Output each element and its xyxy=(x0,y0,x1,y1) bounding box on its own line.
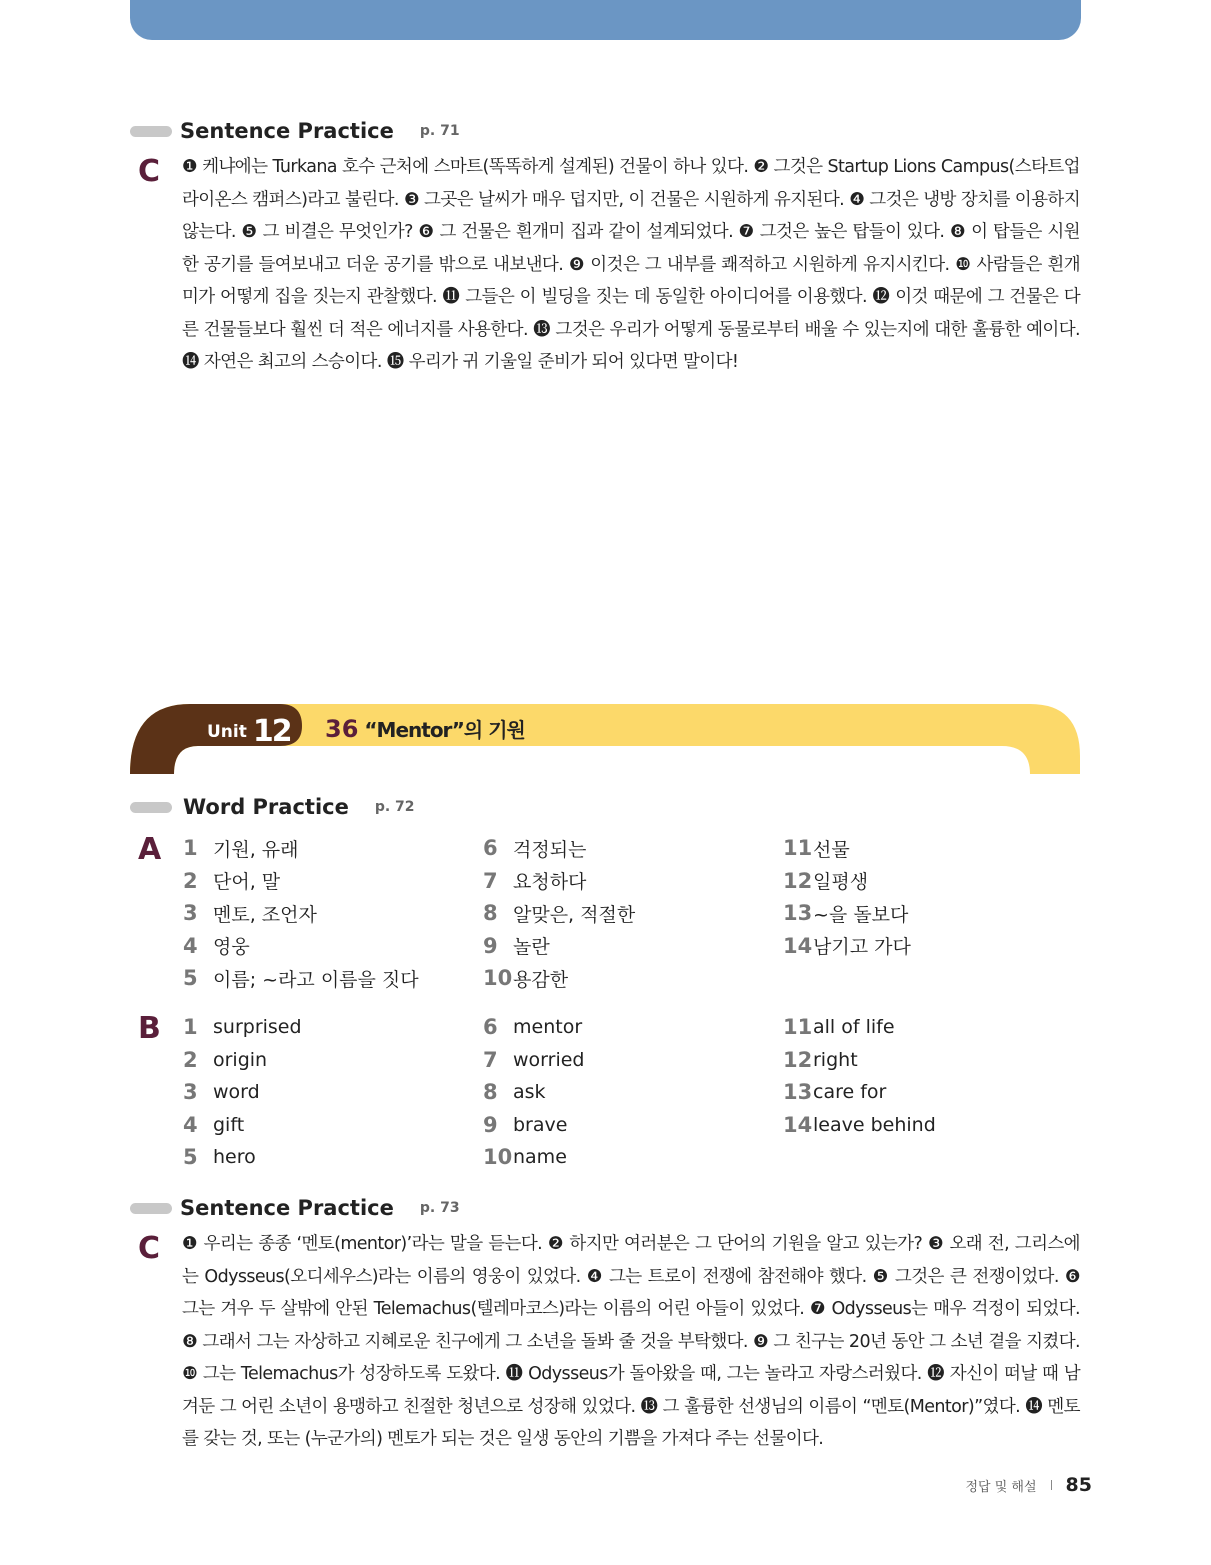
word-list-item xyxy=(183,1141,302,1174)
item-number: 7 xyxy=(483,868,498,893)
section-title: Word Practice xyxy=(183,795,349,819)
word-list-item xyxy=(483,1076,584,1109)
word-list-item xyxy=(783,1011,936,1044)
item-number: 13 xyxy=(783,901,813,926)
item-text: gift xyxy=(213,1113,245,1136)
sentence-practice-header-1 xyxy=(130,116,460,146)
item-text: 놀란 xyxy=(513,936,550,959)
item-text: care for xyxy=(813,1081,887,1104)
item-number: 5 xyxy=(183,1145,198,1170)
page-footer xyxy=(965,1474,1092,1496)
item-text: brave xyxy=(513,1113,568,1136)
item-text: 선물 xyxy=(813,838,850,861)
section-title: Sentence Practice xyxy=(180,119,394,143)
word-list-item xyxy=(783,865,911,898)
item-number: 9 xyxy=(483,933,498,958)
sentence-practice-text-1: ❶ 케냐에는 Turkana 호수 근처에 스마트(똑똑하게 설계된) 건물이 하나 있다. ❷ 그것은 Startup Lions Campus(스타트업 라이온스 캠퍼스)라고 불린다. ❸ 그곳은 날씨가 매우 덥지만, 이 건물은 시원하게 유지된다. ❹ 그것은 냉방 장치를 이용하지 않는다. ❺ 그 비결은 무엇인가? ❻ 그 건물은 흰개미 집과 같이 설계되었다. ❼ 그것은 높은 탑들이 있다. ❽ 이 탑들은 시원한 공기를 들여보내고 더운 공기를 밖으로 내보낸다. ❾ 이것은 그 내부를 쾌적하고 시원하게 유지시킨다. ❿ 사람들은 흰개미가 어떻게 집을 짓는지 관찰했다. ⓫ 그들은 이 빌딩을 짓는 데 동일한 아이디어를 이용했다. ⓬ 이것 때문에 그 건물은 다른 건물들보다 훨씬 더 적은 에너지를 사용한다. ⓭ 그것은 우리가 어떻게 동물로부터 배울 수 있는지에 대한 훌륭한 예이다. ⓮ 자연은 최고의 스승이다. ⓯ 우리가 귀 기울일 준비가 되어 있다면 말이다! xyxy=(182,157,1080,372)
unit-word: Unit xyxy=(207,721,247,742)
item-text: ~을 돌보다 xyxy=(813,903,909,926)
item-text: 용감한 xyxy=(513,968,569,991)
section-bar-icon xyxy=(130,1203,172,1214)
item-text: worried xyxy=(513,1048,585,1071)
word-list-a-col2 xyxy=(483,832,635,995)
section-page-ref: p. 72 xyxy=(374,799,415,815)
word-list-item xyxy=(483,1109,584,1142)
word-list-item xyxy=(183,1109,302,1142)
item-number: 1 xyxy=(183,836,198,861)
item-number: 6 xyxy=(483,1015,498,1040)
word-list-item xyxy=(783,930,911,963)
item-text: hero xyxy=(213,1146,256,1169)
word-list-item xyxy=(483,865,635,898)
item-number: 8 xyxy=(483,1080,498,1105)
item-number: 7 xyxy=(483,1047,498,1072)
word-list-item xyxy=(183,930,419,963)
section-title: Sentence Practice xyxy=(180,1196,394,1220)
item-number: 1 xyxy=(183,1015,198,1040)
item-text: 이름; ~라고 이름을 짓다 xyxy=(213,968,419,991)
item-text: right xyxy=(813,1048,858,1071)
item-text: 기원, 유래 xyxy=(213,838,299,861)
word-list-item xyxy=(183,897,419,930)
footer-divider xyxy=(1051,1480,1052,1490)
item-text: 단어, 말 xyxy=(213,871,281,894)
item-text: 걱정되는 xyxy=(513,838,587,861)
sentence-practice-text-2: ❶ 우리는 종종 ‘멘토(mentor)’라는 말을 듣는다. ❷ 하지만 여러분은 그 단어의 기원을 알고 있는가? ❸ 오래 전, 그리스에는 Odysseus(오디세우스)라는 이름의 영웅이 있었다. ❹ 그는 트로이 전쟁에 참전해야 했다. ❺ 그것은 큰 전쟁이었다. ❻ 그는 겨우 두 살밖에 안된 Telemachus(텔레마코스)라는 이름의 어린 아들이 있었다. ❼ Odysseus는 매우 걱정이 되었다. ❽ 그래서 그는 자상하고 지혜로운 친구에게 그 소년을 돌봐 줄 것을 부탁했다. ❾ 그 친구는 20년 동안 그 소년 곁을 지켰다. ❿ 그는 Telemachus가 성장하도록 도왔다. ⓫ Odysseus가 돌아왔을 때, 그는 놀라고 자랑스러웠다. ⓬ 자신이 떠날 때 남겨둔 그 어린 소년이 용맹하고 친절한 청년으로 성장해 있었다. ⓭ 그 훌륭한 선생님의 이름이 “멘토(Mentor)”였다. ⓮ 멘토를 갖는 것, 또는 (누군가의) 멘토가 되는 것은 일생 동안의 기쁨을 가져다 주는 선물이다. xyxy=(182,1234,1080,1449)
item-number: 10 xyxy=(483,1145,513,1170)
item-text: mentor xyxy=(513,1016,583,1039)
exercise-letter-b: B xyxy=(138,1011,161,1046)
item-number: 3 xyxy=(183,901,198,926)
exercise-letter-c-1: C xyxy=(138,154,161,189)
item-text: surprised xyxy=(213,1016,302,1039)
item-text: 일평생 xyxy=(813,871,869,894)
item-number: 4 xyxy=(183,933,198,958)
item-number: 14 xyxy=(783,1112,813,1137)
item-text: name xyxy=(513,1146,567,1169)
word-list-item xyxy=(483,930,635,963)
word-list-item xyxy=(483,962,635,995)
item-number: 8 xyxy=(483,901,498,926)
item-number: 2 xyxy=(183,1047,198,1072)
word-list-a-col1 xyxy=(183,832,419,995)
word-list-b-col1 xyxy=(183,1011,302,1174)
item-text: origin xyxy=(213,1048,268,1071)
item-text: 영웅 xyxy=(213,936,250,959)
item-text: all of life xyxy=(813,1016,895,1039)
word-list-item xyxy=(783,832,911,865)
page-number: 85 xyxy=(1065,1474,1092,1496)
word-list-item xyxy=(183,832,419,865)
word-practice-header xyxy=(130,792,415,822)
section-page-ref: p. 73 xyxy=(419,1200,460,1216)
item-number: 4 xyxy=(183,1112,198,1137)
word-list-item xyxy=(183,865,419,898)
word-list-item xyxy=(483,897,635,930)
item-text: 요청하다 xyxy=(513,871,587,894)
word-list-item xyxy=(783,1044,936,1077)
unit-number: 12 xyxy=(252,714,291,749)
word-list-item xyxy=(483,832,635,865)
word-list-item xyxy=(483,1011,584,1044)
item-number: 5 xyxy=(183,966,198,991)
section-bar-icon xyxy=(130,126,172,137)
item-text: word xyxy=(213,1081,260,1104)
item-number: 11 xyxy=(783,1015,813,1040)
word-list-b-col3 xyxy=(783,1011,936,1141)
section-page-ref: p. 71 xyxy=(419,123,460,139)
unit-label xyxy=(207,714,291,749)
item-number: 3 xyxy=(183,1080,198,1105)
lesson-title-text: “Mentor”의 기원 xyxy=(364,718,525,742)
item-text: leave behind xyxy=(813,1113,936,1136)
sentence-practice-header-2 xyxy=(130,1193,460,1223)
item-text: ask xyxy=(513,1081,546,1104)
word-list-item xyxy=(183,1044,302,1077)
item-number: 9 xyxy=(483,1112,498,1137)
item-text: 남기고 가다 xyxy=(813,936,911,959)
top-color-band xyxy=(130,0,1081,40)
item-number: 12 xyxy=(783,868,813,893)
word-list-item xyxy=(783,1109,936,1142)
item-text: 알맞은, 적절한 xyxy=(513,903,636,926)
word-list-item xyxy=(183,1076,302,1109)
lesson-number: 36 xyxy=(325,714,359,743)
word-list-item xyxy=(183,962,419,995)
item-number: 2 xyxy=(183,868,198,893)
word-list-item xyxy=(783,1076,936,1109)
item-number: 6 xyxy=(483,836,498,861)
unit-banner xyxy=(130,704,1080,776)
item-number: 13 xyxy=(783,1080,813,1105)
item-text: 멘토, 조언자 xyxy=(213,903,317,926)
word-list-item xyxy=(783,897,911,930)
word-list-item xyxy=(483,1044,584,1077)
word-list-item xyxy=(183,1011,302,1044)
item-number: 12 xyxy=(783,1047,813,1072)
lesson-title xyxy=(325,714,525,743)
item-number: 14 xyxy=(783,933,813,958)
exercise-letter-c-2: C xyxy=(138,1231,161,1266)
word-list-b-col2 xyxy=(483,1011,584,1174)
item-number: 11 xyxy=(783,836,813,861)
word-list-item xyxy=(483,1141,584,1174)
footer-label: 정답 및 해설 xyxy=(965,1479,1037,1495)
word-list-a-col3 xyxy=(783,832,911,962)
item-number: 10 xyxy=(483,966,513,991)
section-bar-icon xyxy=(130,802,172,813)
exercise-letter-a: A xyxy=(138,832,162,867)
